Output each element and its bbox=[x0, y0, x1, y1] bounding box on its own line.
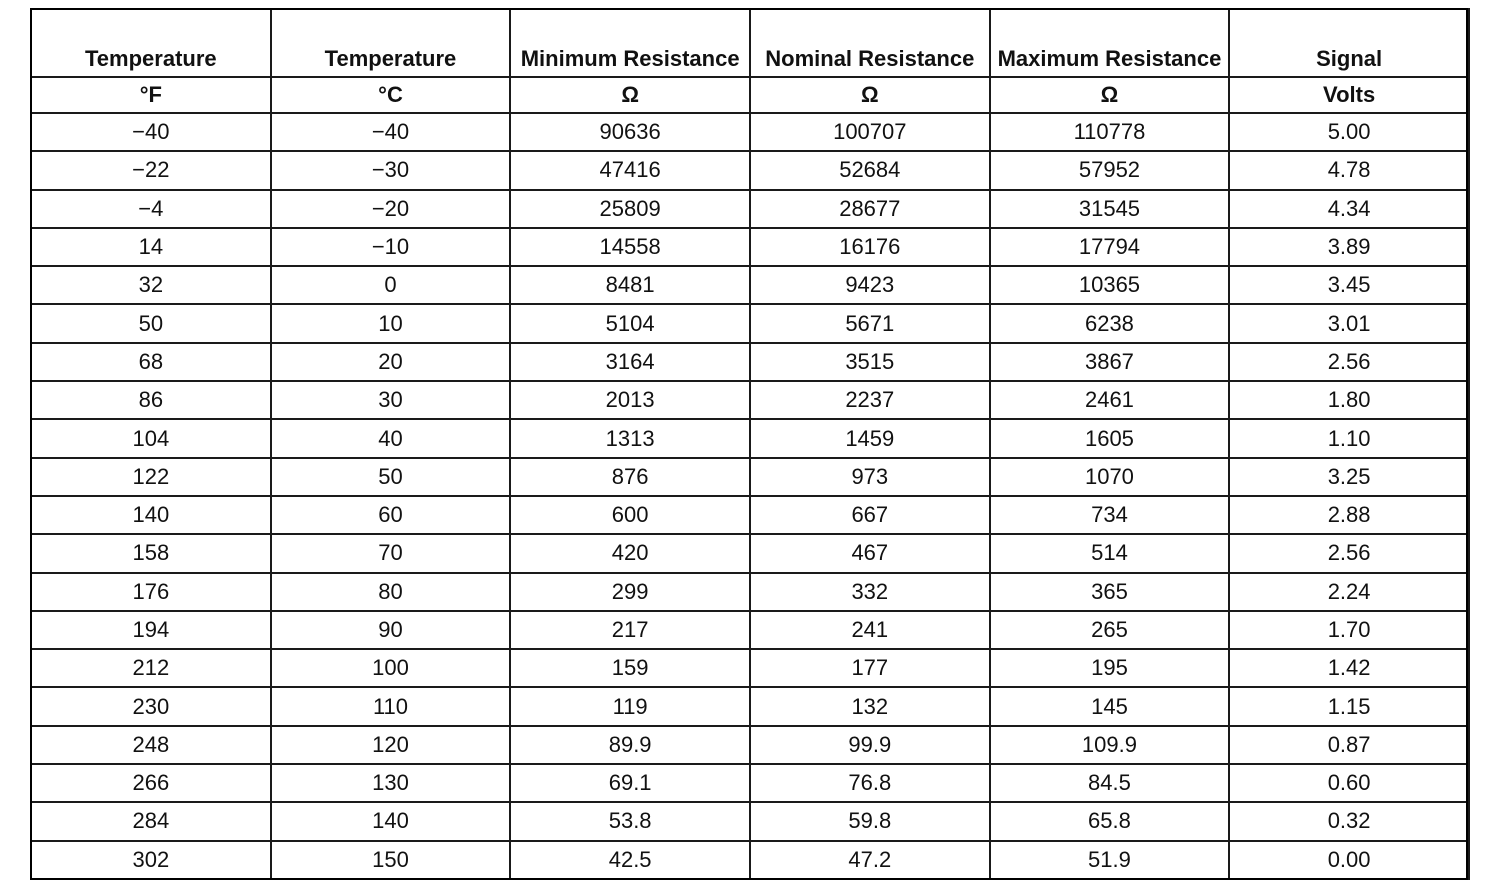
cell-max-resistance: 57952 bbox=[990, 151, 1230, 189]
cell-min-resistance: 3164 bbox=[510, 343, 750, 381]
cell-signal-volts: 2.88 bbox=[1229, 496, 1469, 534]
cell-max-resistance: 365 bbox=[990, 573, 1230, 611]
cell-temp-c: 20 bbox=[271, 343, 511, 381]
cell-temp-f: −22 bbox=[31, 151, 271, 189]
cell-temp-c: 150 bbox=[271, 841, 511, 879]
cell-signal-volts: 4.34 bbox=[1229, 190, 1469, 228]
cell-temp-c: 90 bbox=[271, 611, 511, 649]
cell-temp-c: 100 bbox=[271, 649, 511, 687]
table-row bbox=[31, 151, 1469, 189]
header-nominal-resistance: Nominal Resistance bbox=[750, 9, 990, 77]
header-temp-c: Temperature bbox=[271, 9, 511, 77]
header-temp-f: Temperature bbox=[31, 9, 271, 77]
cell-temp-f: 212 bbox=[31, 649, 271, 687]
cell-min-resistance: 217 bbox=[510, 611, 750, 649]
cell-min-resistance: 5104 bbox=[510, 304, 750, 342]
cell-max-resistance: 3867 bbox=[990, 343, 1230, 381]
cell-signal-volts: 1.80 bbox=[1229, 381, 1469, 419]
cell-temp-c: 70 bbox=[271, 534, 511, 572]
unit-celsius: °C bbox=[271, 77, 511, 113]
cell-nominal-resistance: 2237 bbox=[750, 381, 990, 419]
cell-nominal-resistance: 9423 bbox=[750, 266, 990, 304]
cell-min-resistance: 420 bbox=[510, 534, 750, 572]
cell-signal-volts: 1.70 bbox=[1229, 611, 1469, 649]
table-row bbox=[31, 343, 1469, 381]
header-min-resistance: Minimum Resistance bbox=[510, 9, 750, 77]
table-row bbox=[31, 764, 1469, 802]
cell-temp-f: 122 bbox=[31, 458, 271, 496]
table-row bbox=[31, 649, 1469, 687]
cell-max-resistance: 514 bbox=[990, 534, 1230, 572]
cell-temp-c: 30 bbox=[271, 381, 511, 419]
cell-nominal-resistance: 100707 bbox=[750, 113, 990, 151]
table-row bbox=[31, 726, 1469, 764]
cell-signal-volts: 0.00 bbox=[1229, 841, 1469, 879]
cell-nominal-resistance: 52684 bbox=[750, 151, 990, 189]
cell-temp-f: 140 bbox=[31, 496, 271, 534]
table-row bbox=[31, 534, 1469, 572]
unit-ohm-min: Ω bbox=[510, 77, 750, 113]
cell-max-resistance: 110778 bbox=[990, 113, 1230, 151]
cell-temp-c: −20 bbox=[271, 190, 511, 228]
cell-temp-f: 194 bbox=[31, 611, 271, 649]
cell-nominal-resistance: 16176 bbox=[750, 228, 990, 266]
cell-max-resistance: 195 bbox=[990, 649, 1230, 687]
cell-temp-c: 0 bbox=[271, 266, 511, 304]
cell-nominal-resistance: 3515 bbox=[750, 343, 990, 381]
cell-temp-f: 266 bbox=[31, 764, 271, 802]
table-row bbox=[31, 381, 1469, 419]
table-row bbox=[31, 802, 1469, 840]
cell-nominal-resistance: 332 bbox=[750, 573, 990, 611]
cell-temp-f: 50 bbox=[31, 304, 271, 342]
header-title-row bbox=[31, 9, 1469, 77]
table-row bbox=[31, 611, 1469, 649]
cell-min-resistance: 2013 bbox=[510, 381, 750, 419]
cell-signal-volts: 0.32 bbox=[1229, 802, 1469, 840]
cell-min-resistance: 876 bbox=[510, 458, 750, 496]
cell-nominal-resistance: 59.8 bbox=[750, 802, 990, 840]
header-unit-row bbox=[31, 77, 1469, 113]
cell-min-resistance: 159 bbox=[510, 649, 750, 687]
cell-temp-f: 32 bbox=[31, 266, 271, 304]
cell-nominal-resistance: 1459 bbox=[750, 419, 990, 457]
cell-signal-volts: 1.10 bbox=[1229, 419, 1469, 457]
table-row bbox=[31, 458, 1469, 496]
cell-max-resistance: 145 bbox=[990, 687, 1230, 725]
cell-temp-c: −30 bbox=[271, 151, 511, 189]
cell-temp-f: 176 bbox=[31, 573, 271, 611]
cell-temp-c: 60 bbox=[271, 496, 511, 534]
cell-max-resistance: 2461 bbox=[990, 381, 1230, 419]
cell-temp-c: 10 bbox=[271, 304, 511, 342]
cell-signal-volts: 3.25 bbox=[1229, 458, 1469, 496]
cell-max-resistance: 1070 bbox=[990, 458, 1230, 496]
table-row bbox=[31, 266, 1469, 304]
cell-temp-c: 140 bbox=[271, 802, 511, 840]
cell-signal-volts: 2.56 bbox=[1229, 343, 1469, 381]
cell-signal-volts: 4.78 bbox=[1229, 151, 1469, 189]
cell-nominal-resistance: 28677 bbox=[750, 190, 990, 228]
cell-temp-f: −40 bbox=[31, 113, 271, 151]
cell-temp-f: 230 bbox=[31, 687, 271, 725]
unit-volts: Volts bbox=[1229, 77, 1469, 113]
cell-temp-c: 50 bbox=[271, 458, 511, 496]
cell-signal-volts: 0.87 bbox=[1229, 726, 1469, 764]
table-row bbox=[31, 304, 1469, 342]
cell-temp-c: 120 bbox=[271, 726, 511, 764]
cell-min-resistance: 600 bbox=[510, 496, 750, 534]
cell-nominal-resistance: 132 bbox=[750, 687, 990, 725]
cell-min-resistance: 8481 bbox=[510, 266, 750, 304]
cell-temp-f: 158 bbox=[31, 534, 271, 572]
cell-nominal-resistance: 467 bbox=[750, 534, 990, 572]
table-header bbox=[31, 9, 1469, 113]
cell-min-resistance: 89.9 bbox=[510, 726, 750, 764]
cell-temp-c: 40 bbox=[271, 419, 511, 457]
cell-nominal-resistance: 667 bbox=[750, 496, 990, 534]
cell-temp-f: 104 bbox=[31, 419, 271, 457]
cell-min-resistance: 69.1 bbox=[510, 764, 750, 802]
cell-signal-volts: 2.24 bbox=[1229, 573, 1469, 611]
cell-signal-volts: 3.01 bbox=[1229, 304, 1469, 342]
unit-fahrenheit: °F bbox=[31, 77, 271, 113]
cell-max-resistance: 6238 bbox=[990, 304, 1230, 342]
cell-max-resistance: 734 bbox=[990, 496, 1230, 534]
cell-nominal-resistance: 177 bbox=[750, 649, 990, 687]
cell-signal-volts: 3.45 bbox=[1229, 266, 1469, 304]
cell-min-resistance: 53.8 bbox=[510, 802, 750, 840]
table-row bbox=[31, 113, 1469, 151]
cell-min-resistance: 47416 bbox=[510, 151, 750, 189]
resistance-table-sheet bbox=[30, 8, 1468, 880]
cell-temp-f: 14 bbox=[31, 228, 271, 266]
cell-max-resistance: 84.5 bbox=[990, 764, 1230, 802]
table-row bbox=[31, 419, 1469, 457]
cell-min-resistance: 25809 bbox=[510, 190, 750, 228]
header-signal: Signal bbox=[1229, 9, 1469, 77]
cell-min-resistance: 1313 bbox=[510, 419, 750, 457]
cell-signal-volts: 3.89 bbox=[1229, 228, 1469, 266]
cell-min-resistance: 90636 bbox=[510, 113, 750, 151]
cell-temp-f: 86 bbox=[31, 381, 271, 419]
cell-nominal-resistance: 99.9 bbox=[750, 726, 990, 764]
table-row bbox=[31, 573, 1469, 611]
table-row bbox=[31, 496, 1469, 534]
temperature-resistance-table bbox=[30, 8, 1470, 880]
cell-temp-f: 248 bbox=[31, 726, 271, 764]
unit-ohm-max: Ω bbox=[990, 77, 1230, 113]
cell-temp-f: 68 bbox=[31, 343, 271, 381]
header-max-resistance: Maximum Resistance bbox=[990, 9, 1230, 77]
table-row bbox=[31, 841, 1469, 879]
cell-temp-f: 284 bbox=[31, 802, 271, 840]
cell-min-resistance: 299 bbox=[510, 573, 750, 611]
cell-signal-volts: 2.56 bbox=[1229, 534, 1469, 572]
cell-temp-c: 110 bbox=[271, 687, 511, 725]
cell-signal-volts: 0.60 bbox=[1229, 764, 1469, 802]
cell-max-resistance: 65.8 bbox=[990, 802, 1230, 840]
cell-temp-f: −4 bbox=[31, 190, 271, 228]
cell-max-resistance: 265 bbox=[990, 611, 1230, 649]
cell-min-resistance: 14558 bbox=[510, 228, 750, 266]
cell-signal-volts: 5.00 bbox=[1229, 113, 1469, 151]
unit-ohm-nominal: Ω bbox=[750, 77, 990, 113]
cell-signal-volts: 1.15 bbox=[1229, 687, 1469, 725]
cell-max-resistance: 10365 bbox=[990, 266, 1230, 304]
cell-max-resistance: 1605 bbox=[990, 419, 1230, 457]
cell-temp-c: −40 bbox=[271, 113, 511, 151]
table-body bbox=[31, 113, 1469, 879]
table-row bbox=[31, 687, 1469, 725]
cell-max-resistance: 51.9 bbox=[990, 841, 1230, 879]
cell-max-resistance: 17794 bbox=[990, 228, 1230, 266]
cell-max-resistance: 109.9 bbox=[990, 726, 1230, 764]
cell-temp-c: −10 bbox=[271, 228, 511, 266]
cell-nominal-resistance: 241 bbox=[750, 611, 990, 649]
cell-signal-volts: 1.42 bbox=[1229, 649, 1469, 687]
cell-min-resistance: 42.5 bbox=[510, 841, 750, 879]
cell-max-resistance: 31545 bbox=[990, 190, 1230, 228]
cell-nominal-resistance: 47.2 bbox=[750, 841, 990, 879]
cell-nominal-resistance: 973 bbox=[750, 458, 990, 496]
table-row bbox=[31, 228, 1469, 266]
cell-nominal-resistance: 5671 bbox=[750, 304, 990, 342]
table-row bbox=[31, 190, 1469, 228]
cell-temp-f: 302 bbox=[31, 841, 271, 879]
cell-min-resistance: 119 bbox=[510, 687, 750, 725]
cell-temp-c: 130 bbox=[271, 764, 511, 802]
cell-nominal-resistance: 76.8 bbox=[750, 764, 990, 802]
cell-temp-c: 80 bbox=[271, 573, 511, 611]
